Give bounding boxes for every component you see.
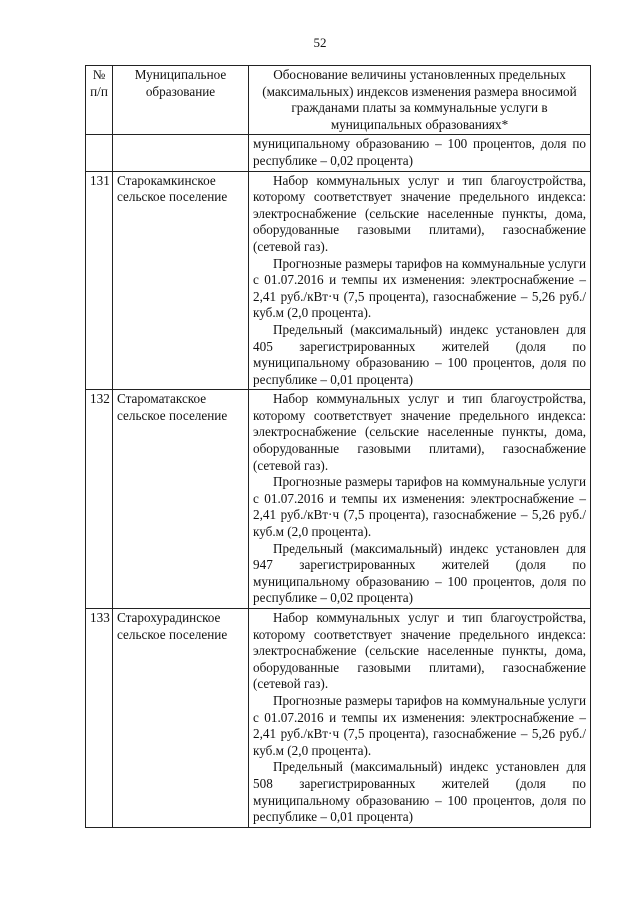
cell-justification xyxy=(249,135,591,171)
cell-number: 132 xyxy=(86,390,113,609)
tariffs-paragraph: Прогнозные размеры тарифов на коммунальные услуги с 01.07.2016 и темпы их изменения: электроснабжение – 2,41 руб./кВт·ч (7,5 процента), газоснабжение – 5,26 руб./куб.м (2,0 процента). xyxy=(253,474,586,540)
header-number: № п/п xyxy=(86,66,113,135)
cell-municipality xyxy=(113,135,249,171)
table-header-row xyxy=(86,66,591,135)
cell-municipality: Старохурадинское сельское поселение xyxy=(113,609,249,828)
services-paragraph: Набор коммунальных услуг и тип благоустройства, которому соответствует значение предельного индекса: электроснабжение (сельские населенные пункты, дома, оборудованные газовыми плитами), газоснабжение (сетевой газ). xyxy=(253,391,586,473)
cell-municipality: Староматакское сельское поселение xyxy=(113,390,249,609)
cell-number xyxy=(86,135,113,171)
residents-paragraph: Предельный (максимальный) индекс установлен для 508 зарегистрированных жителей (доля по муниципальному образованию – 100 процентов, доля по республике – 0,01 процента) xyxy=(253,759,586,825)
services-paragraph: Набор коммунальных услуг и тип благоустройства, которому соответствует значение предельного индекса: электроснабжение (сельские населенные пункты, дома, оборудованные газовыми плитами), газоснабжение (сетевой газ). xyxy=(253,172,586,254)
residents-paragraph: Предельный (максимальный) индекс установлен для 947 зарегистрированных жителей (доля по муниципальному образованию – 100 процентов, доля по республике – 0,02 процента) xyxy=(253,540,586,606)
cell-justification xyxy=(249,609,591,828)
services-paragraph: Набор коммунальных услуг и тип благоустройства, которому соответствует значение предельного индекса: электроснабжение (сельские населенные пункты, дома, оборудованные газовыми плитами), газоснабжение (сетевой газ). xyxy=(253,610,586,692)
page-number: 52 xyxy=(313,35,327,50)
cell-number: 133 xyxy=(86,609,113,828)
table-row xyxy=(86,390,591,609)
table-row xyxy=(86,171,591,390)
tariff-index-table xyxy=(85,65,591,828)
header-municipality: Муниципальное образование xyxy=(113,66,249,135)
tariffs-paragraph: Прогнозные размеры тарифов на коммунальные услуги с 01.07.2016 и темпы их изменения: электроснабжение – 2,41 руб./кВт·ч (7,5 процента), газоснабжение – 5,26 руб./куб.м (2,0 процента). xyxy=(253,692,586,758)
cell-justification xyxy=(249,390,591,609)
tariffs-paragraph: Прогнозные размеры тарифов на коммунальные услуги с 01.07.2016 и темпы их изменения: электроснабжение – 2,41 руб./кВт·ч (7,5 процента), газоснабжение – 5,26 руб./куб.м (2,0 процента). xyxy=(253,255,586,321)
residents-paragraph: Предельный (максимальный) индекс установлен для 405 зарегистрированных жителей (доля по муниципальному образованию – 100 процентов, доля по республике – 0,01 процента) xyxy=(253,321,586,387)
cell-municipality: Старокамкинское сельское поселение xyxy=(113,171,249,390)
table-row xyxy=(86,609,591,828)
cell-justification xyxy=(249,171,591,390)
table-row-continuation xyxy=(86,135,591,171)
cell-number: 131 xyxy=(86,171,113,390)
justification-text: муниципальному образованию – 100 процентов, доля по республике – 0,02 процента) xyxy=(253,136,586,168)
header-justification: Обоснование величины установленных предельных (максимальных) индексов изменения размера вносимой гражданами платы за коммунальные услуги в муниципальных образованиях* xyxy=(249,66,591,135)
